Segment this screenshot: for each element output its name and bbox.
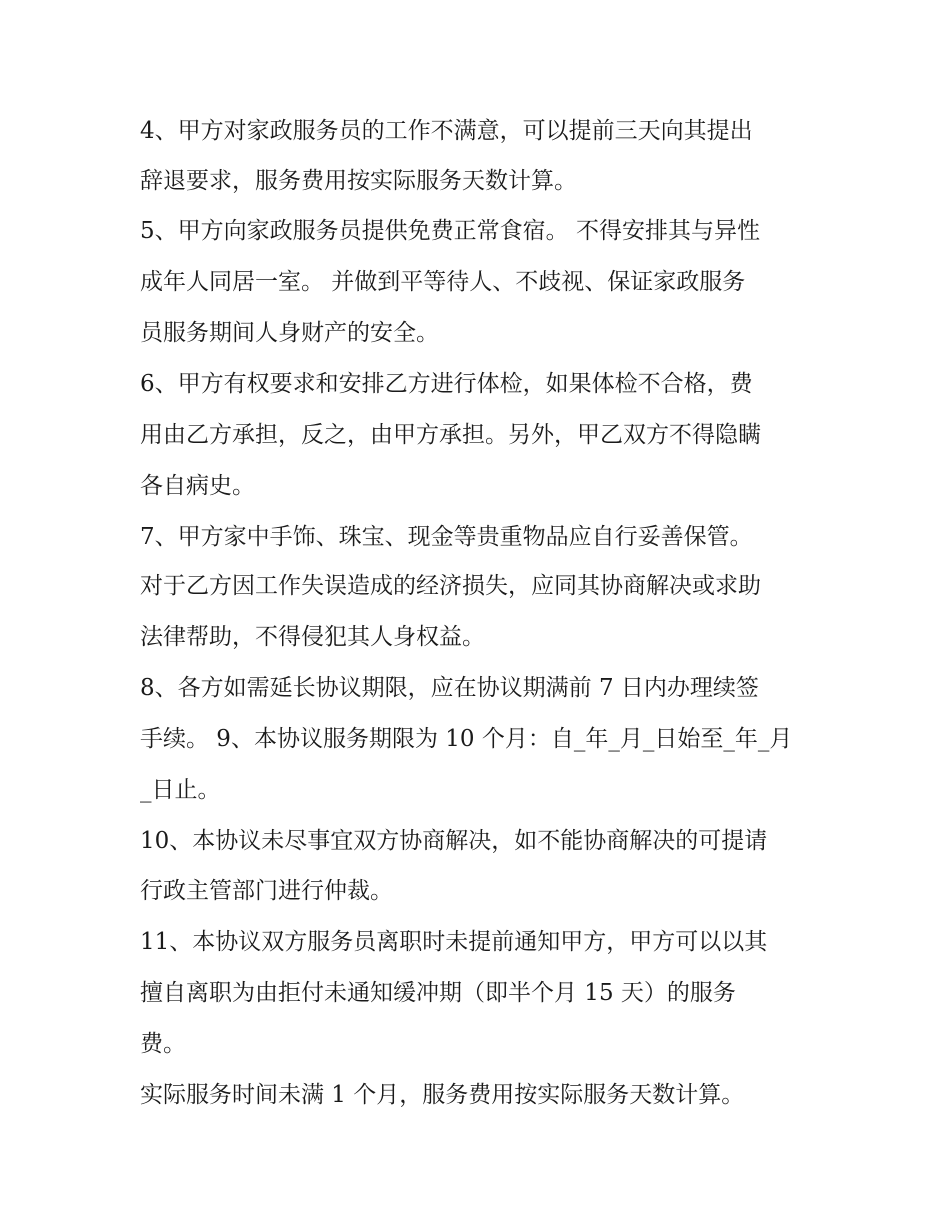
text-line: 4、甲方对家政服务员的工作不满意，可以提前三天向其提出 — [140, 118, 753, 144]
text-line: 7、甲方家中手饰、珠宝、现金等贵重物品应自行妥善保管。 — [140, 524, 753, 550]
text-line: 辞退要求，服务费用按实际服务天数计算。 — [140, 168, 577, 194]
text-line: 行政主管部门进行仲裁。 — [140, 878, 393, 904]
text-line: 对于乙方因工作失误造成的经济损失，应同其协商解决或求助 — [140, 573, 761, 599]
text-line: 法律帮助，不得侵犯其人身权益。 — [140, 624, 485, 650]
text-line: 手续。 9、本协议服务期限为 10 个月：自_年_月_日始至_年_月 — [140, 726, 793, 752]
text-line: 员服务期间人身财产的安全。 — [140, 320, 439, 346]
text-line: 11、本协议双方服务员离职时未提前通知甲方，甲方可以以其 — [140, 929, 768, 955]
text-line: 10、本协议未尽事宜双方协商解决，如不能协商解决的可提请 — [140, 828, 768, 854]
text-line: 费。 — [140, 1031, 186, 1057]
text-line: 5、甲方向家政服务员提供免费正常食宿。 不得安排其与异性 — [140, 218, 760, 244]
text-line: _日止。 — [140, 777, 221, 803]
text-line: 8、各方如需延长协议期限，应在协议期满前 7 日内办理续签 — [140, 675, 759, 701]
text-line: 各自病史。 — [140, 473, 255, 499]
text-line: 实际服务时间未满 1 个月，服务费用按实际服务天数计算。 — [140, 1082, 745, 1108]
text-line: 成年人同居一室。 并做到平等待人、不歧视、保证家政服务 — [140, 269, 746, 295]
text-line: 擅自离职为由拒付未通知缓冲期（即半个月 15 天）的服务 — [140, 980, 736, 1006]
text-line: 6、甲方有权要求和安排乙方进行体检，如果体检不合格，费 — [140, 371, 753, 397]
text-line: 用由乙方承担，反之，由甲方承担。另外，甲乙双方不得隐瞒 — [140, 422, 761, 448]
